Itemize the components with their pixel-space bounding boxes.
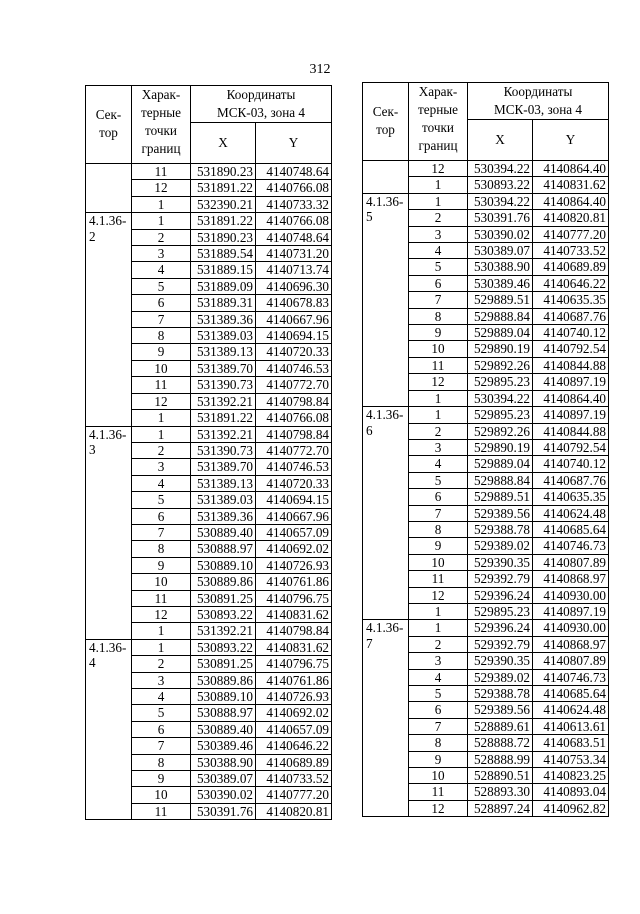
point-cell: 4 [132, 262, 191, 278]
y-cell: 4140657.09 [256, 721, 332, 737]
y-cell: 4140685.64 [533, 686, 609, 702]
x-cell: 531889.09 [191, 278, 256, 294]
point-cell: 8 [409, 308, 468, 324]
header-y: Y [533, 120, 609, 161]
y-cell: 4140748.64 [256, 229, 332, 245]
x-cell: 532390.21 [191, 196, 256, 212]
x-cell: 530889.86 [191, 672, 256, 688]
y-cell: 4140624.48 [533, 702, 609, 718]
x-cell: 528889.61 [468, 718, 533, 734]
x-cell: 529388.78 [468, 686, 533, 702]
y-cell: 4140868.97 [533, 571, 609, 587]
x-cell: 529390.35 [468, 554, 533, 570]
sector-cell [363, 161, 409, 194]
point-cell: 11 [132, 590, 191, 606]
y-cell: 4140897.19 [533, 374, 609, 390]
point-cell: 7 [132, 738, 191, 754]
x-cell: 530893.22 [468, 177, 533, 193]
y-cell: 4140807.89 [533, 554, 609, 570]
x-cell: 530389.46 [468, 275, 533, 291]
y-cell: 4140689.89 [533, 259, 609, 275]
x-cell: 531389.36 [191, 508, 256, 524]
point-cell: 11 [409, 357, 468, 373]
point-cell: 1 [132, 410, 191, 426]
point-cell: 10 [132, 787, 191, 803]
header-coords: Координаты МСК-03, зона 4 [191, 86, 332, 123]
x-cell: 531890.23 [191, 164, 256, 180]
point-cell: 1 [409, 193, 468, 209]
table-row [86, 426, 332, 442]
y-cell: 4140696.30 [256, 278, 332, 294]
x-cell: 529890.19 [468, 341, 533, 357]
y-cell: 4140746.53 [256, 360, 332, 376]
point-cell: 8 [132, 328, 191, 344]
point-cell: 4 [409, 456, 468, 472]
header-x: X [468, 120, 533, 161]
x-cell: 529396.24 [468, 620, 533, 636]
x-cell: 529889.04 [468, 325, 533, 341]
y-cell: 4140720.33 [256, 344, 332, 360]
y-cell: 4140897.19 [533, 407, 609, 423]
x-cell: 531389.03 [191, 492, 256, 508]
point-cell: 8 [409, 735, 468, 751]
y-cell: 4140772.70 [256, 442, 332, 458]
y-cell: 4140792.54 [533, 341, 609, 357]
x-cell: 529895.23 [468, 603, 533, 619]
point-cell: 7 [409, 292, 468, 308]
table-row [363, 620, 609, 636]
point-cell: 1 [409, 390, 468, 406]
point-cell: 5 [132, 278, 191, 294]
x-cell: 530394.22 [468, 161, 533, 177]
y-cell: 4140713.74 [256, 262, 332, 278]
point-cell: 10 [409, 768, 468, 784]
point-cell: 4 [132, 689, 191, 705]
y-cell: 4140720.33 [256, 475, 332, 491]
y-cell: 4140740.12 [533, 456, 609, 472]
point-cell: 1 [132, 213, 191, 229]
point-cell: 6 [132, 295, 191, 311]
point-cell: 7 [409, 505, 468, 521]
point-cell: 1 [409, 407, 468, 423]
point-cell: 5 [409, 259, 468, 275]
x-cell: 530889.10 [191, 689, 256, 705]
x-cell: 530389.46 [191, 738, 256, 754]
y-cell: 4140796.75 [256, 656, 332, 672]
y-cell: 4140726.93 [256, 557, 332, 573]
y-cell: 4140796.75 [256, 590, 332, 606]
y-cell: 4140683.51 [533, 735, 609, 751]
x-cell: 530391.76 [191, 803, 256, 819]
y-cell: 4140798.84 [256, 623, 332, 639]
x-cell: 530893.22 [191, 606, 256, 622]
x-cell: 530889.86 [191, 574, 256, 590]
header-coords: Координаты МСК-03, зона 4 [468, 83, 609, 120]
x-cell: 530888.97 [191, 541, 256, 557]
page-number: 312 [309, 62, 331, 77]
x-cell: 528893.30 [468, 784, 533, 800]
x-cell: 529389.02 [468, 538, 533, 554]
point-cell: 5 [132, 705, 191, 721]
table-row [363, 161, 609, 177]
point-cell: 2 [132, 656, 191, 672]
y-cell: 4140766.08 [256, 410, 332, 426]
point-cell: 12 [409, 374, 468, 390]
point-cell: 3 [409, 439, 468, 455]
y-cell: 4140777.20 [256, 787, 332, 803]
x-cell: 531389.03 [191, 328, 256, 344]
x-cell: 530389.07 [468, 243, 533, 259]
point-cell: 8 [132, 754, 191, 770]
x-cell: 529892.26 [468, 357, 533, 373]
y-cell: 4140930.00 [533, 587, 609, 603]
x-cell: 530891.25 [191, 590, 256, 606]
x-cell: 531392.21 [191, 623, 256, 639]
y-cell: 4140798.84 [256, 426, 332, 442]
x-cell: 529392.79 [468, 636, 533, 652]
x-cell: 529390.35 [468, 653, 533, 669]
coordinates-table-right [362, 82, 609, 817]
y-cell: 4140624.48 [533, 505, 609, 521]
point-cell: 11 [132, 803, 191, 819]
y-cell: 4140733.52 [256, 771, 332, 787]
y-cell: 4140646.22 [256, 738, 332, 754]
header-points: Харак- терные точки границ [132, 86, 191, 164]
y-cell: 4140689.89 [256, 754, 332, 770]
y-cell: 4140823.25 [533, 768, 609, 784]
point-cell: 9 [132, 557, 191, 573]
y-cell: 4140831.62 [256, 606, 332, 622]
x-cell: 530888.97 [191, 705, 256, 721]
x-cell: 529889.04 [468, 456, 533, 472]
y-cell: 4140930.00 [533, 620, 609, 636]
x-cell: 531389.70 [191, 459, 256, 475]
point-cell: 10 [409, 341, 468, 357]
point-cell: 10 [132, 360, 191, 376]
point-cell: 12 [132, 180, 191, 196]
header-y: Y [256, 123, 332, 164]
point-cell: 10 [132, 574, 191, 590]
point-cell: 3 [409, 226, 468, 242]
y-cell: 4140646.22 [533, 275, 609, 291]
x-cell: 529889.51 [468, 292, 533, 308]
point-cell: 2 [409, 636, 468, 652]
table-row [363, 407, 609, 423]
point-cell: 11 [132, 164, 191, 180]
point-cell: 1 [409, 603, 468, 619]
y-cell: 4140685.64 [533, 521, 609, 537]
y-cell: 4140766.08 [256, 213, 332, 229]
y-cell: 4140844.88 [533, 423, 609, 439]
x-cell: 528890.51 [468, 768, 533, 784]
sector-cell: 4.1.36- 5 [363, 193, 409, 406]
x-cell: 529888.84 [468, 472, 533, 488]
y-cell: 4140733.52 [533, 243, 609, 259]
x-cell: 530388.90 [468, 259, 533, 275]
x-cell: 529389.56 [468, 505, 533, 521]
point-cell: 2 [132, 229, 191, 245]
x-cell: 530394.22 [468, 193, 533, 209]
y-cell: 4140864.40 [533, 390, 609, 406]
y-cell: 4140864.40 [533, 161, 609, 177]
header-sector: Сек- тор [363, 83, 409, 161]
point-cell: 12 [409, 800, 468, 816]
y-cell: 4140657.09 [256, 524, 332, 540]
point-cell: 8 [132, 541, 191, 557]
x-cell: 528888.72 [468, 735, 533, 751]
sector-cell: 4.1.36- 3 [86, 426, 132, 639]
y-cell: 4140748.64 [256, 164, 332, 180]
y-cell: 4140820.81 [256, 803, 332, 819]
y-cell: 4140766.08 [256, 180, 332, 196]
point-cell: 9 [409, 325, 468, 341]
point-cell: 1 [132, 196, 191, 212]
point-cell: 3 [132, 246, 191, 262]
point-cell: 5 [409, 686, 468, 702]
x-cell: 530389.07 [191, 771, 256, 787]
point-cell: 1 [132, 639, 191, 655]
table-row [86, 164, 332, 180]
point-cell: 3 [132, 459, 191, 475]
point-cell: 6 [409, 702, 468, 718]
point-cell: 11 [132, 377, 191, 393]
table-row [86, 639, 332, 655]
x-cell: 530891.25 [191, 656, 256, 672]
y-cell: 4140613.61 [533, 718, 609, 734]
point-cell: 10 [409, 554, 468, 570]
point-cell: 7 [132, 524, 191, 540]
point-cell: 1 [132, 426, 191, 442]
x-cell: 530394.22 [468, 390, 533, 406]
y-cell: 4140694.15 [256, 492, 332, 508]
y-cell: 4140761.86 [256, 672, 332, 688]
point-cell: 6 [409, 275, 468, 291]
x-cell: 531890.23 [191, 229, 256, 245]
x-cell: 531389.13 [191, 344, 256, 360]
point-cell: 11 [409, 571, 468, 587]
x-cell: 530889.40 [191, 721, 256, 737]
x-cell: 531891.22 [191, 180, 256, 196]
x-cell: 529392.79 [468, 571, 533, 587]
point-cell: 6 [409, 489, 468, 505]
point-cell: 7 [132, 311, 191, 327]
x-cell: 530390.02 [191, 787, 256, 803]
y-cell: 4140678.83 [256, 295, 332, 311]
point-cell: 2 [132, 442, 191, 458]
point-cell: 2 [409, 210, 468, 226]
x-cell: 531891.22 [191, 213, 256, 229]
point-cell: 4 [409, 243, 468, 259]
y-cell: 4140746.53 [256, 459, 332, 475]
x-cell: 531891.22 [191, 410, 256, 426]
y-cell: 4140635.35 [533, 292, 609, 308]
y-cell: 4140694.15 [256, 328, 332, 344]
point-cell: 4 [409, 669, 468, 685]
x-cell: 530390.02 [468, 226, 533, 242]
x-cell: 530889.10 [191, 557, 256, 573]
x-cell: 529389.02 [468, 669, 533, 685]
table-row [363, 193, 609, 209]
point-cell: 5 [132, 492, 191, 508]
x-cell: 529890.19 [468, 439, 533, 455]
point-cell: 1 [409, 620, 468, 636]
point-cell: 1 [132, 623, 191, 639]
y-cell: 4140761.86 [256, 574, 332, 590]
sector-cell: 4.1.36- 6 [363, 407, 409, 620]
x-cell: 531889.15 [191, 262, 256, 278]
y-cell: 4140962.82 [533, 800, 609, 816]
y-cell: 4140792.54 [533, 439, 609, 455]
point-cell: 9 [409, 751, 468, 767]
x-cell: 529895.23 [468, 374, 533, 390]
y-cell: 4140897.19 [533, 603, 609, 619]
y-cell: 4140740.12 [533, 325, 609, 341]
y-cell: 4140733.32 [256, 196, 332, 212]
y-cell: 4140798.84 [256, 393, 332, 409]
y-cell: 4140731.20 [256, 246, 332, 262]
y-cell: 4140864.40 [533, 193, 609, 209]
y-cell: 4140807.89 [533, 653, 609, 669]
x-cell: 531889.31 [191, 295, 256, 311]
point-cell: 6 [132, 721, 191, 737]
point-cell: 12 [409, 161, 468, 177]
point-cell: 3 [132, 672, 191, 688]
y-cell: 4140687.76 [533, 472, 609, 488]
point-cell: 11 [409, 784, 468, 800]
x-cell: 531889.54 [191, 246, 256, 262]
point-cell: 1 [409, 177, 468, 193]
header-x: X [191, 123, 256, 164]
x-cell: 528888.99 [468, 751, 533, 767]
point-cell: 9 [132, 344, 191, 360]
point-cell: 12 [132, 393, 191, 409]
point-cell: 9 [409, 538, 468, 554]
table-row [86, 213, 332, 229]
x-cell: 530388.90 [191, 754, 256, 770]
y-cell: 4140831.62 [533, 177, 609, 193]
point-cell: 2 [409, 423, 468, 439]
x-cell: 529396.24 [468, 587, 533, 603]
sector-cell: 4.1.36- 4 [86, 639, 132, 819]
x-cell: 529892.26 [468, 423, 533, 439]
coordinates-table-left [85, 85, 332, 820]
point-cell: 8 [409, 521, 468, 537]
x-cell: 531389.13 [191, 475, 256, 491]
y-cell: 4140667.96 [256, 508, 332, 524]
x-cell: 529388.78 [468, 521, 533, 537]
x-cell: 531392.21 [191, 393, 256, 409]
x-cell: 529895.23 [468, 407, 533, 423]
point-cell: 6 [132, 508, 191, 524]
y-cell: 4140667.96 [256, 311, 332, 327]
y-cell: 4140746.73 [533, 538, 609, 554]
y-cell: 4140868.97 [533, 636, 609, 652]
header-sector: Сек- тор [86, 86, 132, 164]
x-cell: 530889.40 [191, 524, 256, 540]
x-cell: 528897.24 [468, 800, 533, 816]
x-cell: 530391.76 [468, 210, 533, 226]
y-cell: 4140687.76 [533, 308, 609, 324]
x-cell: 530893.22 [191, 639, 256, 655]
x-cell: 529889.51 [468, 489, 533, 505]
x-cell: 531389.70 [191, 360, 256, 376]
x-cell: 529389.56 [468, 702, 533, 718]
y-cell: 4140777.20 [533, 226, 609, 242]
point-cell: 3 [409, 653, 468, 669]
y-cell: 4140692.02 [256, 705, 332, 721]
sector-cell: 4.1.36- 2 [86, 213, 132, 426]
point-cell: 9 [132, 771, 191, 787]
x-cell: 531392.21 [191, 426, 256, 442]
y-cell: 4140844.88 [533, 357, 609, 373]
x-cell: 531389.36 [191, 311, 256, 327]
y-cell: 4140726.93 [256, 689, 332, 705]
header-points: Харак- терные точки границ [409, 83, 468, 161]
y-cell: 4140831.62 [256, 639, 332, 655]
x-cell: 531390.73 [191, 442, 256, 458]
point-cell: 5 [409, 472, 468, 488]
y-cell: 4140692.02 [256, 541, 332, 557]
x-cell: 531390.73 [191, 377, 256, 393]
point-cell: 4 [132, 475, 191, 491]
sector-cell [86, 164, 132, 213]
x-cell: 529888.84 [468, 308, 533, 324]
y-cell: 4140772.70 [256, 377, 332, 393]
y-cell: 4140746.73 [533, 669, 609, 685]
point-cell: 7 [409, 718, 468, 734]
y-cell: 4140893.04 [533, 784, 609, 800]
y-cell: 4140635.35 [533, 489, 609, 505]
y-cell: 4140820.81 [533, 210, 609, 226]
point-cell: 12 [132, 606, 191, 622]
sector-cell: 4.1.36- 7 [363, 620, 409, 817]
point-cell: 12 [409, 587, 468, 603]
y-cell: 4140753.34 [533, 751, 609, 767]
